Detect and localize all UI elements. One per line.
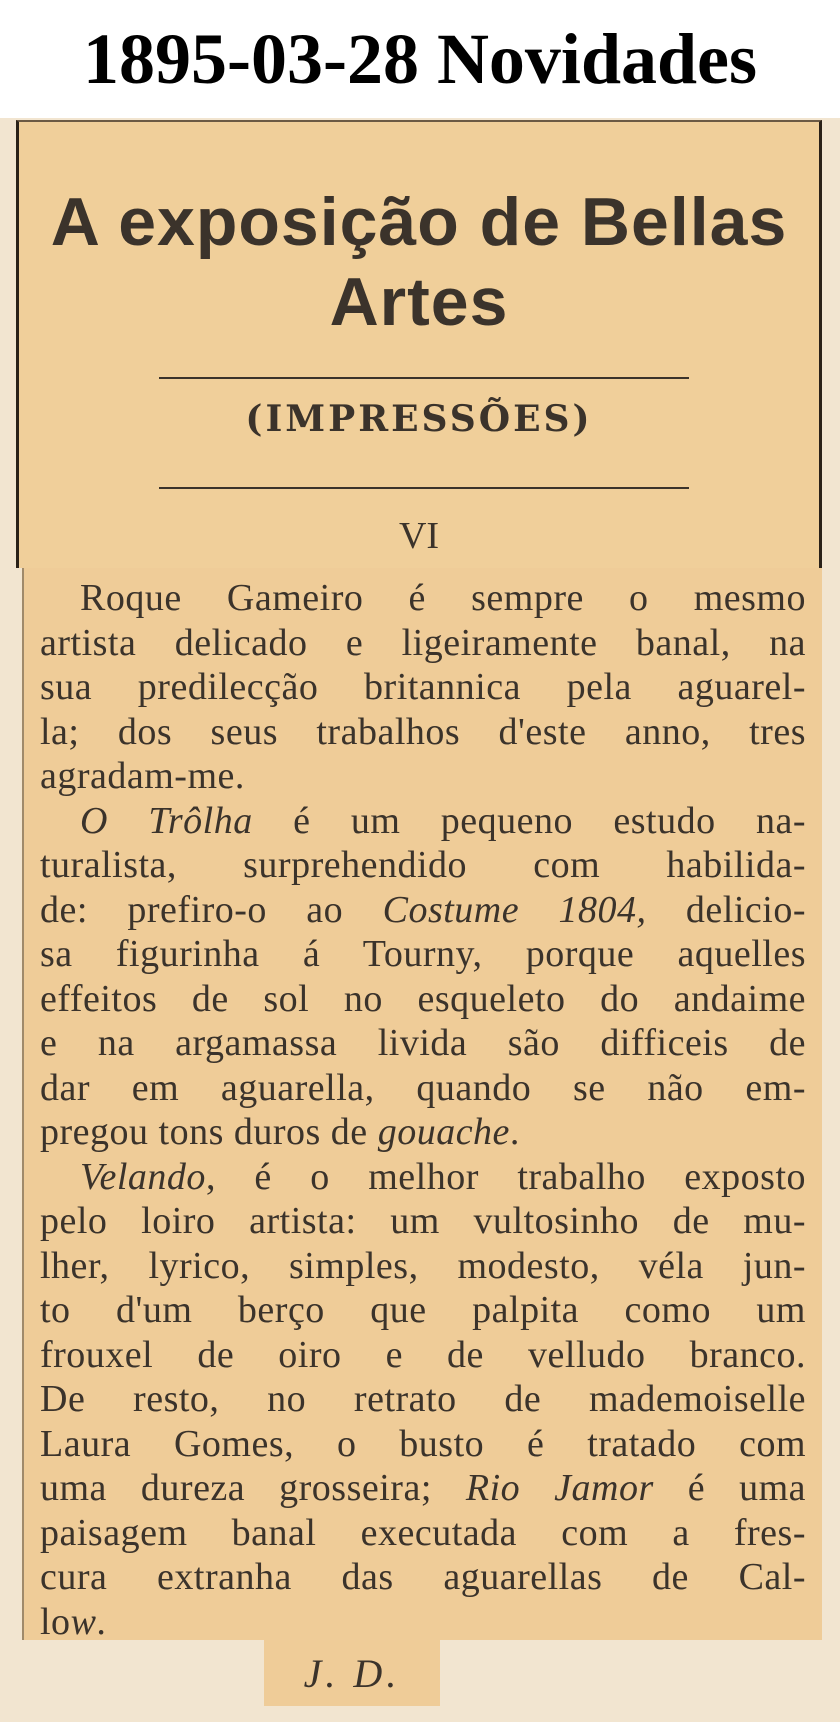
text-run: pregou tons duros de [40, 1111, 378, 1153]
text-run: agradam-me. [40, 755, 245, 797]
text-line [40, 1021, 806, 1066]
text-run: effeitos de sol no esqueleto do andaime [40, 977, 806, 1020]
text-run: Roque Gameiro é sempre o mesmo [80, 577, 806, 619]
text-line [40, 977, 806, 1022]
text-run: uma dureza grosseira; [40, 1467, 466, 1509]
italic-title: O Trôlha [80, 799, 253, 842]
text-line [40, 1155, 806, 1200]
text-line [40, 799, 806, 844]
text-line [40, 1110, 806, 1155]
text-run: artista delicado e ligeiramente banal, na [40, 621, 806, 664]
italic-title: Velando [80, 1155, 206, 1198]
text-run: frouxel de oiro e de velludo branco. [40, 1333, 806, 1376]
text-run: De resto, no retrato de mademoiselle [40, 1378, 806, 1420]
text-line [40, 710, 806, 755]
text-run: sua predilecção britannica pela aguarel- [40, 666, 806, 708]
text-line [40, 1422, 806, 1467]
article-body [22, 568, 822, 1643]
text-line [40, 621, 806, 666]
text-line [40, 1333, 806, 1378]
text-line [40, 1199, 806, 1244]
text-line [40, 888, 806, 933]
divider-rule [159, 487, 689, 489]
text-run: . [96, 1600, 107, 1643]
article-header [16, 120, 822, 568]
text-run: é um pequeno estudo na- [252, 799, 807, 842]
text-run: Laura Gomes, o busto é tratado com [40, 1422, 806, 1465]
text-run: e na argamassa livida são difficeis de [40, 1022, 806, 1064]
text-run: , é o melhor trabalho exposto [205, 1155, 806, 1198]
text-line [40, 932, 806, 977]
article-text [40, 576, 806, 1644]
text-run: paisagem banal executada com a fres- [40, 1511, 806, 1554]
author-signature: J. D. [303, 1651, 401, 1696]
text-run: turalista, surprehendido com habilida- [40, 844, 806, 886]
text-line [40, 1511, 806, 1556]
divider-rule [159, 377, 689, 379]
text-run: . [509, 1111, 520, 1153]
text-line [40, 665, 806, 710]
italic-title: w [70, 1600, 97, 1643]
text-line [40, 1555, 806, 1600]
article-headline: A exposição de Bellas Artes [50, 184, 788, 340]
text-run: lher, lyrico, simples, modesto, véla jun- [40, 1244, 806, 1287]
text-line [40, 754, 806, 799]
text-line [40, 1377, 806, 1422]
text-run: sa figurinha á Tourny, porque aquelles [40, 933, 806, 975]
text-line [40, 1466, 806, 1511]
text-run: cura extranha das aguarellas de Cal- [40, 1556, 806, 1598]
text-run: lo [40, 1600, 71, 1643]
section-number: VI [398, 515, 440, 557]
italic-title: gouache [377, 1111, 510, 1153]
article-subhead: (IMPRESSÕES) [245, 398, 593, 440]
text-run: é uma [653, 1467, 806, 1509]
text-run: dar em aguarella, quando se não em- [40, 1066, 806, 1109]
text-run: delicio- [646, 888, 806, 931]
text-line [40, 1244, 806, 1289]
italic-title: Rio Jamor [465, 1467, 654, 1509]
text-line [40, 1066, 806, 1111]
clipping-label: 1895-03-28 Novidades [0, 0, 840, 118]
text-run: to d'um berço que palpita como um [40, 1289, 806, 1331]
signature-strip [264, 1640, 440, 1706]
text-run: pelo loiro artista: um vultosinho de mu- [40, 1200, 806, 1242]
text-run: la; dos seus trabalhos d'este anno, tres [40, 710, 806, 753]
text-line [40, 1288, 806, 1333]
text-line [40, 576, 806, 621]
italic-title: Costume 1804, [382, 888, 647, 931]
text-line [40, 843, 806, 888]
text-run: de: prefiro-o ao [40, 888, 383, 931]
text-line [40, 1600, 806, 1645]
